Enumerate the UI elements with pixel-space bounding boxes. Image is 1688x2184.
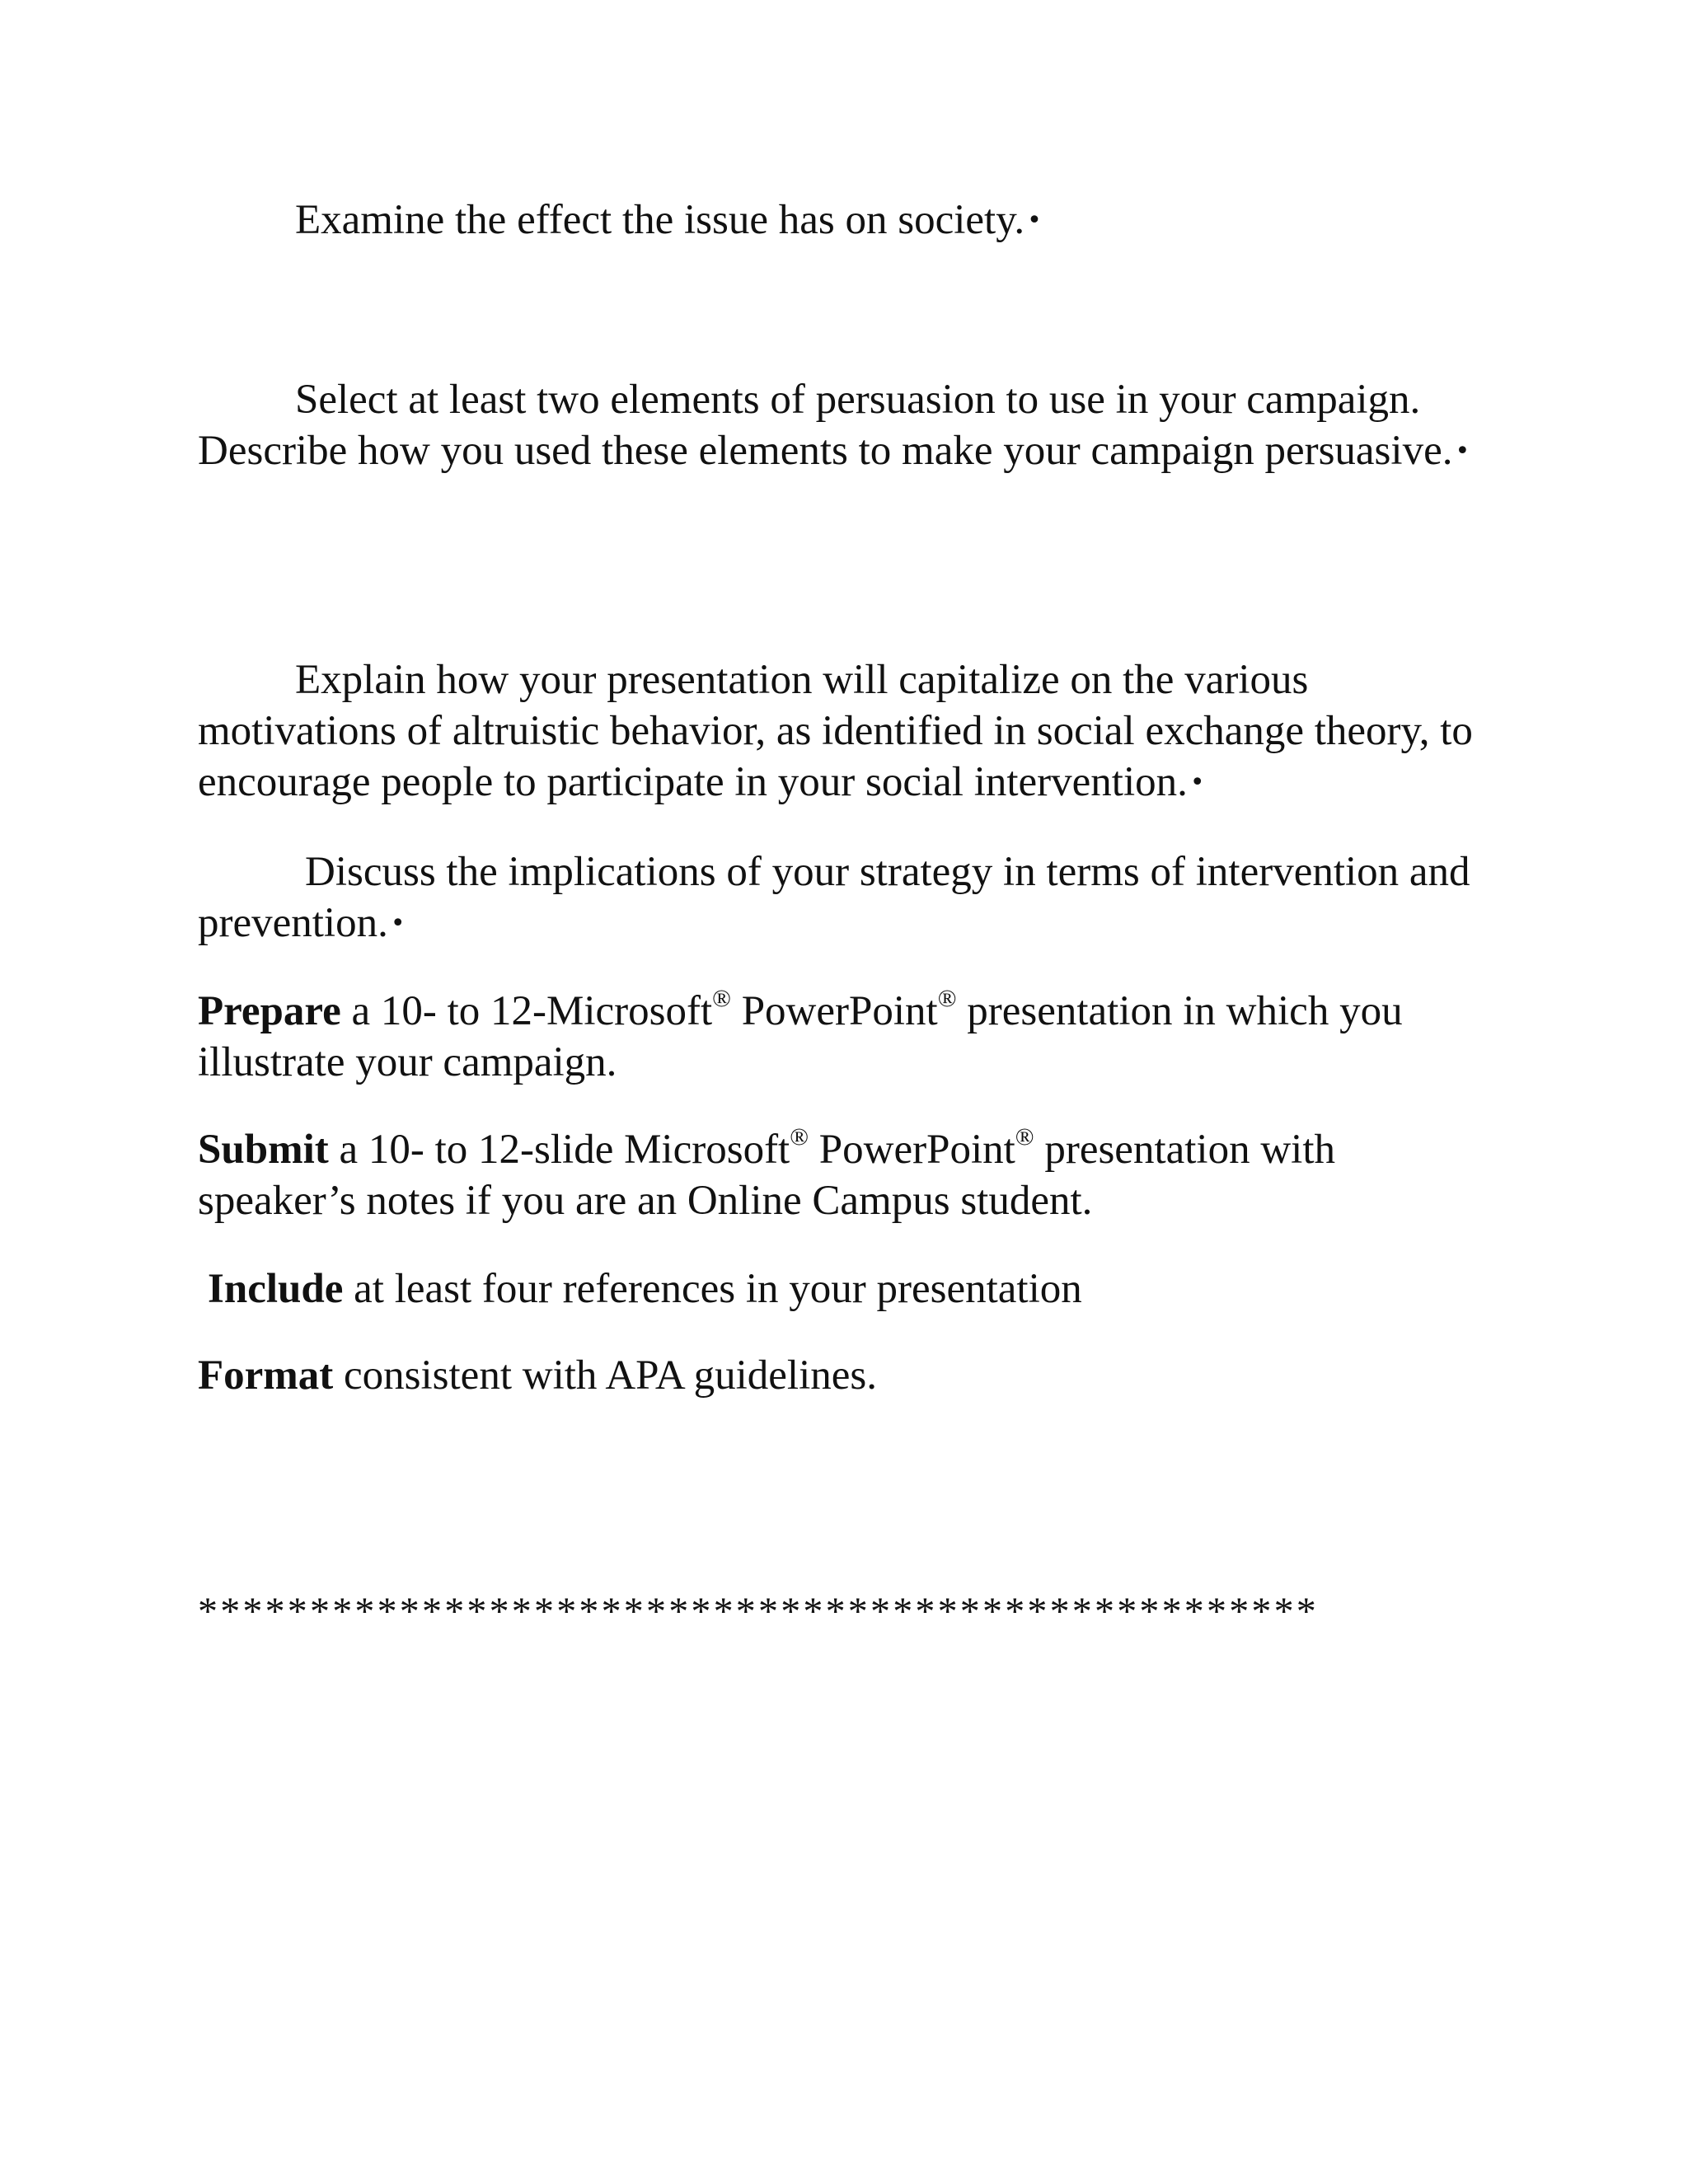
format-text: consistent with APA guidelines. xyxy=(333,1352,878,1399)
prepare-text-c: presentation in which you illustrate your campaign. xyxy=(198,988,1403,1085)
instruction-prepare xyxy=(198,986,1484,1088)
examine-text: Examine the effect the issue has on society. xyxy=(295,197,1025,243)
format-keyword: Format xyxy=(198,1352,334,1399)
submit-text-b: PowerPoint xyxy=(809,1127,1015,1173)
paragraph-explain xyxy=(198,654,1484,808)
bullet-icon: • xyxy=(1189,768,1205,797)
submit-text-a: a 10- to 12-slide Microsoft xyxy=(328,1127,790,1173)
registered-mark: ® xyxy=(790,1123,809,1151)
prepare-text-a: a 10- to 12-Microsoft xyxy=(340,988,713,1034)
prepare-text-b: PowerPoint xyxy=(730,988,938,1034)
bullet-icon: • xyxy=(1455,437,1470,466)
explain-text: Explain how your presentation will capitalize on the various motivations of altruistic behavior, as identified in social exchange theory, to encourage people to participate in your social intervention. xyxy=(198,657,1473,805)
instruction-include xyxy=(198,1263,1484,1315)
include-keyword: Include xyxy=(208,1266,344,1312)
select-text: Select at least two elements of persuasion to use in your campaign. Describe how you used these elements to make your campaign persuasive. xyxy=(198,377,1453,474)
include-text: at least four references in your presentation xyxy=(343,1266,1082,1312)
bullet-icon: • xyxy=(390,909,406,938)
discuss-text: Discuss the implications of your strategy in terms of intervention and prevention. xyxy=(198,849,1470,946)
bullet-icon: • xyxy=(1027,206,1042,235)
paragraph-select xyxy=(198,374,1484,477)
paragraph-examine xyxy=(198,194,1484,246)
registered-mark: ® xyxy=(712,985,731,1012)
prepare-keyword: Prepare xyxy=(198,988,341,1034)
paragraph-discuss xyxy=(198,846,1484,949)
instruction-submit xyxy=(198,1124,1484,1226)
instruction-format xyxy=(198,1350,1484,1401)
submit-keyword: Submit xyxy=(198,1127,329,1173)
submit-text-c: presentation with speaker’s notes if you are an Online Campus student. xyxy=(198,1127,1336,1224)
registered-mark: ® xyxy=(1015,1123,1034,1151)
separator-line: ************************************************** xyxy=(198,1590,1319,1633)
registered-mark: ® xyxy=(937,985,957,1012)
